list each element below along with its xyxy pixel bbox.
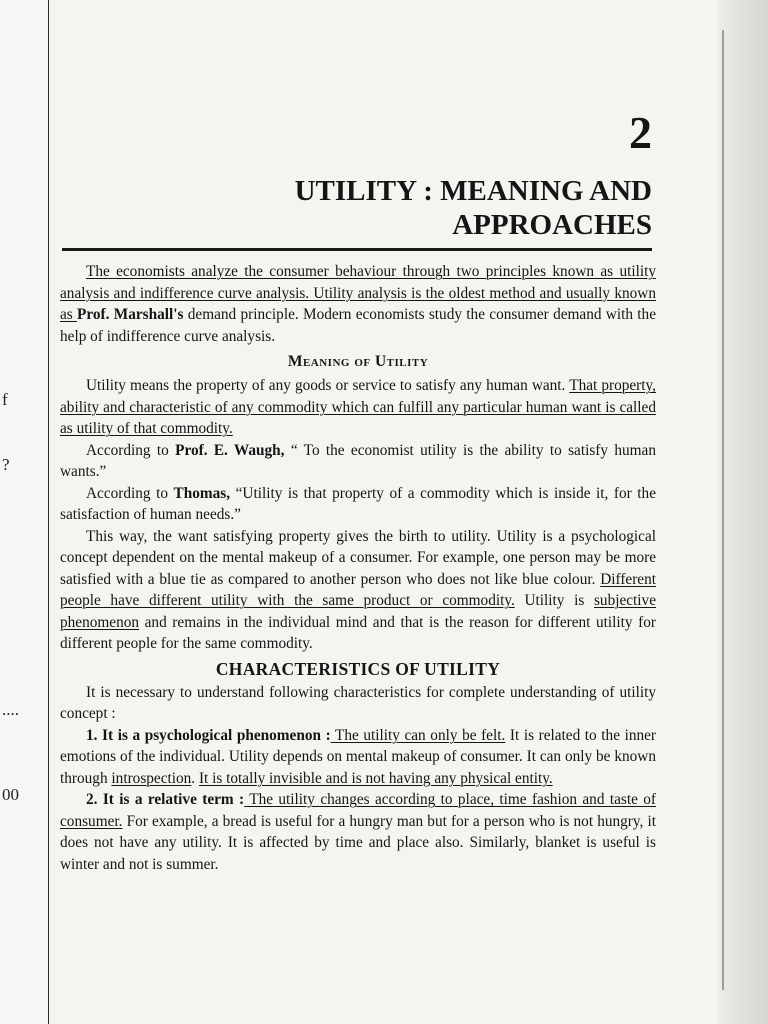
chapter-title-line: UTILITY : MEANING AND bbox=[294, 175, 652, 207]
intro-paragraph bbox=[60, 261, 656, 347]
meaning-paragraph bbox=[60, 375, 656, 440]
chapter-title-line: APPROACHES bbox=[452, 209, 652, 241]
text-run: This way, the want satisfying property gives the birth to utility. Utility is a psychological concept dependent on the mental makeup of a consumer. For example, one person may be more satisfied with a blue tie as compared to another person who does not like blue colour. bbox=[60, 527, 656, 588]
item-heading: 2. It is a relative term : bbox=[86, 791, 245, 808]
text-run: “Utility is that property of a commodity which is inside it, for the satisfaction of human needs.” bbox=[60, 484, 656, 523]
underlined-text: Utility analysis is the oldest method and usually known as bbox=[60, 284, 656, 323]
section-heading: Meaning of Utility bbox=[287, 353, 429, 370]
underlined-text: The economists analyze the consumer behaviour through two principles known as utility analysis and indifference curve analysis. bbox=[60, 263, 656, 302]
text-run: It is related to the inner emotions of the individual. Utility depends on mental makeup of consumer. It can only be known through bbox=[60, 726, 656, 787]
page-edge-shadow bbox=[718, 0, 768, 1024]
quote-paragraph bbox=[60, 483, 656, 526]
text-run: According to bbox=[86, 484, 174, 502]
underlined-text: The utility can only be felt. bbox=[330, 726, 506, 744]
text-run: and remains in the individual mind and that is the reason for different utility for different people for the same commodity. bbox=[60, 613, 656, 652]
text-run: According to bbox=[86, 441, 176, 459]
underlined-text: That property, ability and characteristic of any commodity which can fulfill any particular human want is called as utility of that commodity. bbox=[60, 377, 657, 437]
bold-name: Prof. Marshall's bbox=[77, 306, 184, 323]
bold-name: Prof. E. Waugh, bbox=[175, 441, 285, 459]
characteristic-item bbox=[60, 725, 656, 790]
underlined-text: It is totally invisible and is not having any physical entity. bbox=[198, 769, 553, 787]
characteristic-item bbox=[60, 789, 656, 875]
chapter-title bbox=[60, 174, 652, 242]
bold-name: Thomas, bbox=[173, 484, 231, 502]
margin-fragment: 00 bbox=[2, 785, 19, 804]
left-page-strip bbox=[0, 0, 49, 1024]
underlined-text: Different people have different utility with the same product or commodity. bbox=[60, 570, 656, 609]
quote-paragraph bbox=[60, 440, 656, 483]
title-rule bbox=[62, 248, 652, 251]
text-run: “ To the economist utility is the ability to satisfy human wants.” bbox=[60, 441, 656, 480]
underlined-text: The utility changes according to place, time fashion and taste of consumer. bbox=[60, 791, 656, 830]
text-run: . bbox=[191, 769, 199, 787]
text-run: Utility means the property of any goods or service to satisfy any human want. bbox=[86, 377, 570, 394]
item-heading: 1. It is a psychological phenomenon : bbox=[86, 726, 331, 744]
text-run: demand principle. Modern economists study the consumer demand with the help of indifference curve analysis. bbox=[60, 306, 656, 345]
section-heading: CHARACTERISTICS OF UTILITY bbox=[215, 658, 501, 679]
text-run: Utility is bbox=[514, 592, 594, 609]
margin-fragment: ? bbox=[2, 455, 10, 474]
underlined-text: introspection bbox=[111, 769, 192, 787]
margin-fragment: f bbox=[2, 390, 8, 409]
underlined-text: subjective phenomenon bbox=[60, 592, 656, 631]
meaning-paragraph bbox=[60, 526, 656, 655]
text-run: For example, a bread is useful for a hungry man but for a person who is not hungry, it does not have any utility. It is affected by time and place also. Similarly, blanket is useful is winter and not is summer. bbox=[60, 812, 656, 873]
document-page bbox=[60, 107, 657, 875]
characteristics-intro: It is necessary to understand following characteristics for complete understanding of utility concept : bbox=[60, 683, 656, 722]
chapter-number: 2 bbox=[629, 107, 652, 158]
margin-fragment: .... bbox=[2, 700, 19, 719]
